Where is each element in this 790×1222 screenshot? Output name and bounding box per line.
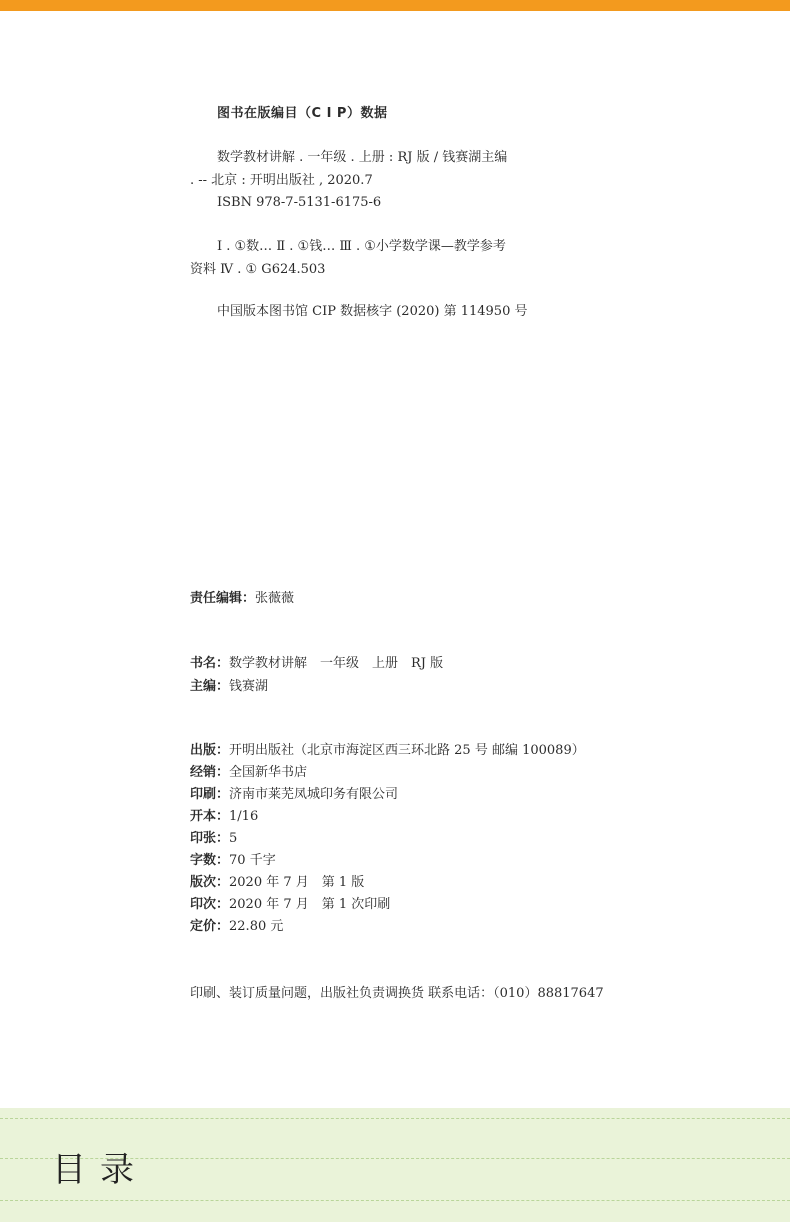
pub-row-printing bbox=[190, 896, 390, 914]
pub-value: 全国新华书店 bbox=[229, 765, 308, 780]
pub-row-edition bbox=[190, 874, 364, 892]
quality-notice: 印刷、装订质量问题，出版社负责调换货 联系电话：（010）88817647 bbox=[190, 986, 604, 1001]
cip-verification-number: 中国版本图书馆 CIP 数据核字 (2020) 第 114950 号 bbox=[217, 304, 528, 319]
cip-classification-1: Ⅰ . ①数… Ⅱ . ①钱… Ⅲ . ①小学数学课—教学参考 bbox=[217, 239, 506, 254]
pub-label: 开本： bbox=[190, 809, 230, 824]
pub-label: 经销： bbox=[190, 765, 230, 780]
pub-value: 济南市莱芜凤城印务有限公司 bbox=[229, 787, 399, 802]
contents-title: 目录 bbox=[52, 1150, 148, 1190]
responsible-editor bbox=[190, 590, 294, 608]
chief-editor-label: 主编： bbox=[190, 679, 230, 694]
pub-value: 5 bbox=[229, 831, 238, 846]
pub-label: 印张： bbox=[190, 831, 230, 846]
pub-value: 2020 年 7 月 第 1 版 bbox=[229, 875, 365, 890]
editor-value: 张薇薇 bbox=[255, 591, 295, 606]
pub-label: 定价： bbox=[190, 919, 230, 934]
book-name-value: 数学教材讲解 一年级 上册 RJ 版 bbox=[229, 656, 444, 671]
chief-editor bbox=[190, 678, 268, 696]
pub-value: 1/16 bbox=[229, 809, 259, 824]
dashed-rule-top bbox=[0, 1118, 790, 1119]
pub-label: 字数： bbox=[190, 853, 230, 868]
pub-value: 70 千字 bbox=[229, 853, 276, 868]
pub-row-word-count bbox=[190, 852, 276, 870]
pub-value: 22.80 元 bbox=[229, 919, 284, 934]
pub-label: 印刷： bbox=[190, 787, 230, 802]
pub-label: 版次： bbox=[190, 875, 230, 890]
cip-title: 图书在版编目（C I P）数据 bbox=[217, 106, 388, 121]
book-name-label: 书名： bbox=[190, 656, 230, 671]
pub-row-distributor bbox=[190, 764, 307, 782]
cip-line-title-author: 数学教材讲解 . 一年级 . 上册 : RJ 版 / 钱赛湖主编 bbox=[217, 150, 508, 165]
pub-row-publisher bbox=[190, 742, 585, 760]
cip-line-publisher: . -- 北京 : 开明出版社 , 2020.7 bbox=[190, 173, 373, 188]
top-accent-bar bbox=[0, 0, 790, 11]
pub-value: 2020 年 7 月 第 1 次印刷 bbox=[229, 897, 391, 912]
cip-isbn: ISBN 978-7-5131-6175-6 bbox=[217, 195, 382, 210]
chief-editor-value: 钱赛湖 bbox=[229, 679, 269, 694]
pub-value: 开明出版社（北京市海淀区西三环北路 25 号 邮编 100089） bbox=[229, 743, 585, 758]
book-name bbox=[190, 655, 443, 673]
cip-classification-2: 资料 Ⅳ . ① G624.503 bbox=[190, 262, 326, 277]
pub-row-format bbox=[190, 808, 258, 826]
editor-label: 责任编辑： bbox=[190, 591, 256, 606]
dashed-rule-bottom bbox=[0, 1200, 790, 1201]
pub-row-price bbox=[190, 918, 283, 936]
pub-row-printer bbox=[190, 786, 398, 804]
pub-label: 出版： bbox=[190, 743, 230, 758]
pub-row-sheets bbox=[190, 830, 237, 848]
pub-label: 印次： bbox=[190, 897, 230, 912]
